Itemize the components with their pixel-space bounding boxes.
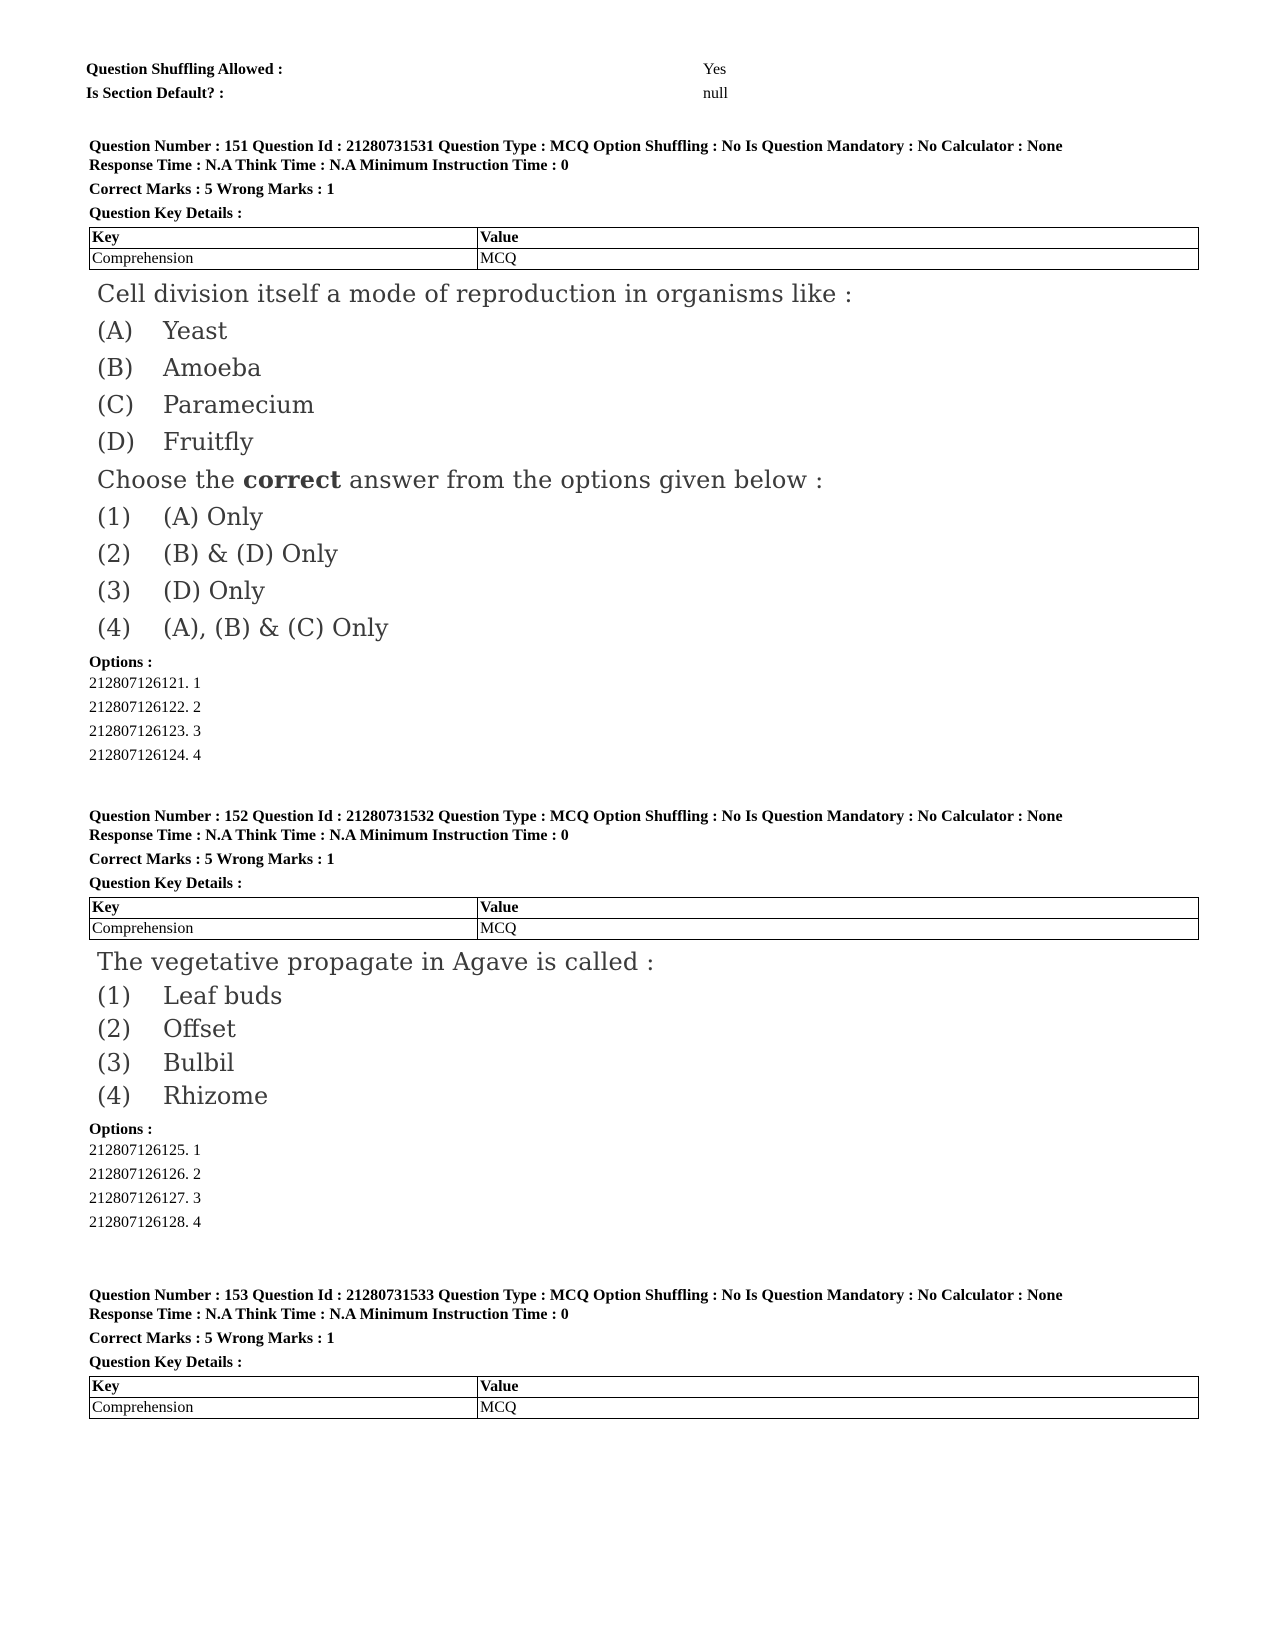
item-label: (A)	[97, 317, 134, 345]
choice-label: (1)	[97, 981, 131, 1010]
item-text: Fruitfly	[163, 428, 254, 456]
options-label: Options :	[89, 654, 153, 671]
question-header	[89, 807, 1199, 845]
instruction-bold: correct	[243, 465, 342, 494]
question-header-line1: Question Number : 151 Question Id : 21280731531 Question Type : MCQ Option Shuffling : No Is Question Mandatory : No Calculator : None	[89, 138, 1063, 155]
question-block	[89, 807, 1199, 1235]
option-id: 212807126124. 4	[89, 747, 201, 764]
question-block	[89, 137, 1199, 768]
table-header-key: Key	[90, 228, 478, 249]
instruction-post: answer from the options given below :	[341, 466, 824, 494]
table-header-row	[90, 228, 1199, 249]
question-stem: Cell division itself a mode of reproduction in organisms like :	[97, 280, 853, 308]
question-key-details-label: Question Key Details :	[89, 205, 243, 222]
question-header	[89, 1286, 1199, 1324]
question-marks: Correct Marks : 5 Wrong Marks : 1	[89, 851, 335, 868]
table-cell-value: MCQ	[478, 1398, 1199, 1419]
question-header-line1: Question Number : 152 Question Id : 21280731532 Question Type : MCQ Option Shuffling : No Is Question Mandatory : No Calculator : None	[89, 808, 1063, 825]
answer-choice	[97, 499, 1199, 536]
question-header-line2: Response Time : N.A Think Time : N.A Minimum Instruction Time : 0	[89, 827, 569, 844]
shuffle-value: Yes	[703, 61, 727, 78]
question-item	[97, 424, 1199, 461]
table-header-key: Key	[90, 898, 478, 919]
answer-choice	[97, 610, 1199, 647]
key-details-table	[89, 897, 1199, 940]
choice-label: (2)	[97, 540, 131, 568]
item-text: Paramecium	[163, 391, 315, 419]
option-id: 212807126123. 3	[89, 723, 201, 740]
item-text: Yeast	[163, 317, 228, 345]
item-label: (B)	[97, 354, 134, 382]
question-header-line2: Response Time : N.A Think Time : N.A Minimum Instruction Time : 0	[89, 157, 569, 174]
choice-text: (A), (B) & (C) Only	[163, 614, 389, 642]
question-image	[97, 276, 1199, 647]
question-item	[97, 313, 1199, 350]
instruction-pre: Choose the	[97, 466, 244, 494]
table-cell-key: Comprehension	[90, 1398, 478, 1419]
table-header-value: Value	[478, 898, 1199, 919]
item-label: (C)	[97, 391, 135, 419]
question-instruction	[97, 461, 1199, 499]
option-id: 212807126126. 2	[89, 1165, 201, 1183]
table-cell-key: Comprehension	[90, 919, 478, 940]
choice-text: Rhizome	[163, 1082, 269, 1110]
table-cell-key: Comprehension	[90, 249, 478, 270]
table-header-key: Key	[90, 1377, 478, 1398]
question-block	[89, 1286, 1199, 1419]
question-image	[97, 946, 1199, 1114]
choice-text: Leaf buds	[163, 981, 283, 1010]
choice-label: (4)	[97, 614, 131, 642]
choice-text: Bulbil	[163, 1048, 235, 1077]
table-header-row	[90, 1377, 1199, 1398]
question-key-details-label: Question Key Details :	[89, 875, 243, 892]
table-row	[90, 919, 1199, 940]
table-cell-value: MCQ	[478, 919, 1199, 940]
question-header-line1: Question Number : 153 Question Id : 21280731533 Question Type : MCQ Option Shuffling : No Is Question Mandatory : No Calculator : None	[89, 1287, 1063, 1304]
table-header-row	[90, 898, 1199, 919]
section-default-label: Is Section Default? :	[86, 85, 225, 102]
question-marks: Correct Marks : 5 Wrong Marks : 1	[89, 1330, 335, 1347]
choice-label: (1)	[97, 503, 131, 531]
choice-text: (B) & (D) Only	[163, 540, 338, 568]
option-id: 212807126127. 3	[89, 1189, 201, 1207]
choice-text: (D) Only	[163, 577, 265, 605]
answer-choice	[97, 573, 1199, 610]
item-text: Amoeba	[163, 354, 262, 382]
options-label: Options :	[89, 1120, 153, 1138]
answer-choice	[97, 1047, 1199, 1081]
answer-choice	[97, 1013, 1199, 1047]
question-header-line2: Response Time : N.A Think Time : N.A Minimum Instruction Time : 0	[89, 1306, 569, 1323]
question-key-details-label: Question Key Details :	[89, 1354, 243, 1371]
key-details-table	[89, 1376, 1199, 1419]
choice-label: (2)	[97, 1015, 131, 1043]
choice-text: (A) Only	[163, 503, 264, 531]
table-header-value: Value	[478, 1377, 1199, 1398]
option-id: 212807126122. 2	[89, 699, 201, 716]
shuffle-label: Question Shuffling Allowed :	[86, 61, 283, 78]
option-id: 212807126121. 1	[89, 675, 201, 692]
answer-choice	[97, 536, 1199, 573]
choice-text: Offset	[163, 1015, 236, 1043]
option-id: 212807126128. 4	[89, 1213, 201, 1231]
question-marks: Correct Marks : 5 Wrong Marks : 1	[89, 181, 335, 198]
option-id: 212807126125. 1	[89, 1141, 201, 1159]
key-details-table	[89, 227, 1199, 270]
answer-choice	[97, 1080, 1199, 1114]
choice-label: (4)	[97, 1082, 131, 1110]
table-row	[90, 249, 1199, 270]
choice-label: (3)	[97, 577, 131, 605]
choice-label: (3)	[97, 1048, 131, 1077]
question-item	[97, 350, 1199, 387]
table-row	[90, 1398, 1199, 1419]
table-header-value: Value	[478, 228, 1199, 249]
table-cell-value: MCQ	[478, 249, 1199, 270]
question-header	[89, 137, 1199, 175]
section-default-value: null	[703, 85, 728, 102]
item-label: (D)	[97, 428, 135, 456]
question-stem: The vegetative propagate in Agave is called :	[97, 948, 655, 976]
question-item	[97, 387, 1199, 424]
answer-choice	[97, 980, 1199, 1014]
